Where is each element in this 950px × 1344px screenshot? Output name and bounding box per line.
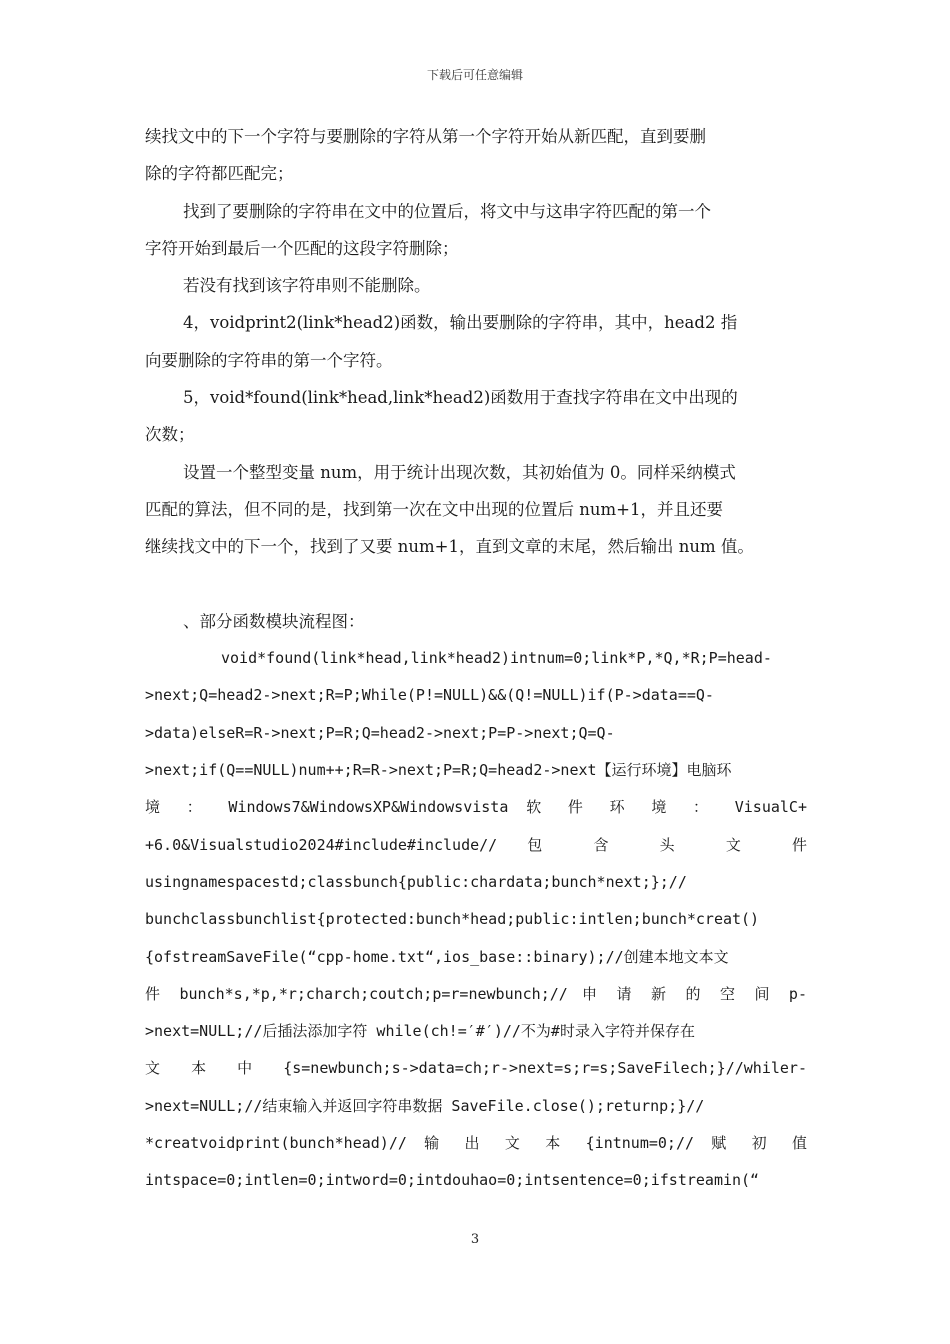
code-line: *creatvoidprint(bunch*head)// 输 出 文 本 {intnum=0;// 赋 初 值	[145, 1134, 807, 1153]
blank-line	[145, 566, 807, 603]
text-line: 设置一个整型变量 num，用于统计出现次数，其初始值为 0。同样采纳模式	[183, 462, 736, 482]
code-line: void*found(link*head,link*head2)intnum=0;link*P,*Q,*R;P=head-	[221, 649, 772, 668]
text-line: 匹配的算法，但不同的是，找到第一次在文中出现的位置后 num+1，并且还要	[145, 499, 723, 519]
code-line: intspace=0;intlen=0;intword=0;intdouhao=0;intsentence=0;ifstreamin(“	[145, 1171, 760, 1190]
code-line: bunchclassbunchlist{protected:bunch*head;public:intlen;bunch*creat()	[145, 910, 760, 929]
code-line: +6.0&Visualstudio2024#include#include// 包 含 头 文 件	[145, 835, 807, 854]
code-line: {ofstreamSaveFile(“cpp-home.txt“,ios_base::binary);//创建本地文本文	[145, 947, 729, 966]
text-line: 除的字符都匹配完；	[145, 164, 294, 184]
code-line: >next=NULL;//结束输入并返回字符串数据 SaveFile.close();returnp;}//	[145, 1096, 705, 1115]
text-line: 4，voidprint2(link*head2)函数，输出要删除的字符串，其中，head2 指	[183, 313, 738, 333]
code-line: >next=NULL;//后插法添加字符 while(ch!=′#′)//不为#时录入字符并保存在	[145, 1022, 695, 1041]
code-line: 文 本 中 {s=newbunch;s->data=ch;r->next=s;r=s;SaveFilech;}//whiler-	[145, 1059, 807, 1078]
text-line: 次数；	[145, 425, 195, 445]
code-line: 境 ： Windows7&WindowsXP&Windowsvista 软 件 环 境 ： VisualC+	[145, 798, 807, 817]
code-line: >next;Q=head2->next;R=P;While(P!=NULL)&&(Q!=NULL)if(P->data==Q-	[145, 686, 714, 705]
text-line: 找到了要删除的字符串在文中的位置后，将文中与这串字符匹配的第一个	[183, 201, 711, 221]
text-line: 若没有找到该字符串则不能删除。	[183, 276, 431, 296]
page-header: 下载后可任意编辑	[426, 68, 523, 82]
text-line: 5，void*found(link*head,link*head2)函数用于查找字符串在文中出现的	[183, 388, 738, 408]
section-heading: 、部分函数模块流程图：	[183, 611, 365, 631]
body-text	[145, 118, 807, 1200]
code-line: usingnamespacestd;classbunch{public:chardata;bunch*next;};//	[145, 872, 687, 891]
page-number: 3	[470, 1232, 480, 1247]
text-line: 续找文中的下一个字符与要删除的字符从第一个字符开始从新匹配，直到要删	[145, 127, 706, 146]
code-line: >data)elseR=R->next;P=R;Q=head2->next;P=P->next;Q=Q-	[145, 723, 615, 742]
text-line: 继续找文中的下一个，找到了又要 num+1，直到文章的末尾，然后输出 num 值。	[145, 537, 754, 557]
text-line: 向要删除的字符串的第一个字符。	[145, 350, 393, 370]
text-line: 字符开始到最后一个匹配的这段字符删除；	[145, 238, 459, 258]
code-line: 件 bunch*s,*p,*r;charch;coutch;p=r=newbunch;// 申 请 新 的 空 间 p-	[145, 984, 807, 1003]
code-line: >next;if(Q==NULL)num++;R=R->next;P=R;Q=head2->next【运行环境】电脑环	[145, 761, 732, 780]
